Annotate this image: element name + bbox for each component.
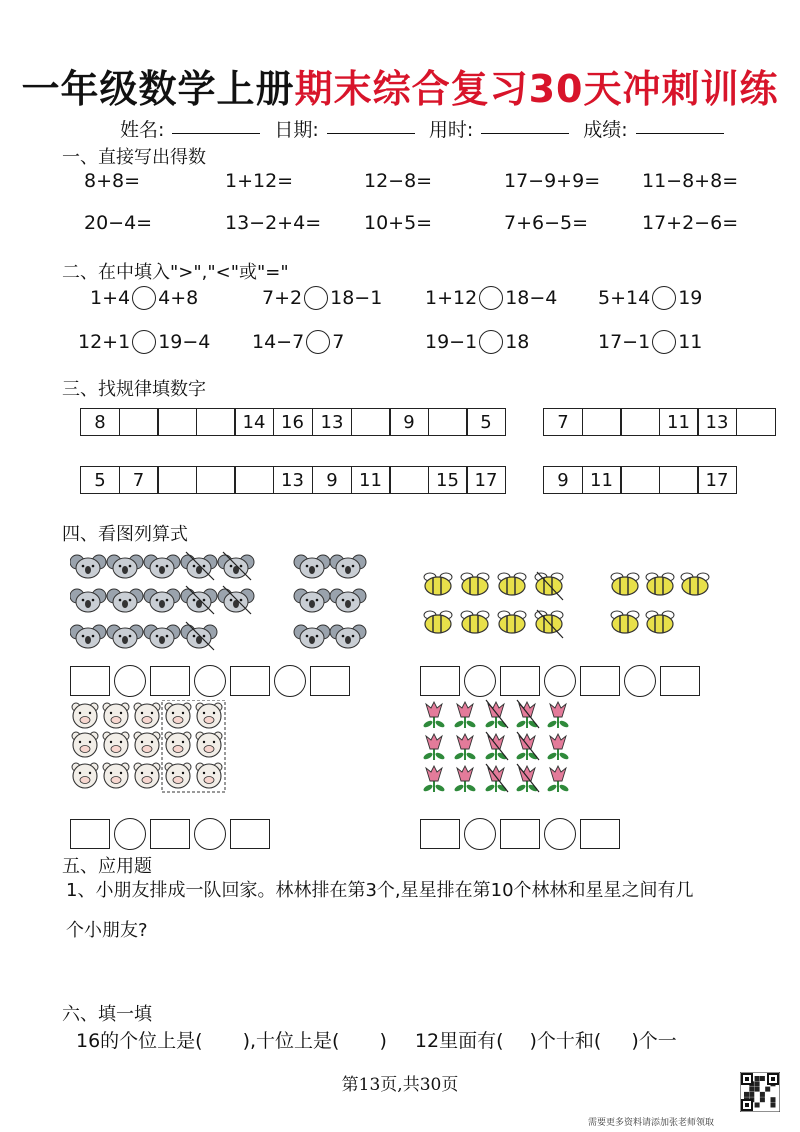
direct-eq: 17+2−6= <box>642 212 739 234</box>
sequence-cell: 17 <box>466 466 506 494</box>
sequence-cell: 11 <box>351 466 391 494</box>
bee-icon <box>424 611 452 633</box>
answer-box[interactable] <box>420 819 460 849</box>
koala-icon <box>294 625 330 648</box>
flower-icon <box>515 700 539 729</box>
fill-blank-line: 16的个位上是( ),十位上是( ) 12里面有( )个十和( )个一 <box>76 1030 677 1052</box>
flower-icon <box>484 764 508 793</box>
bee-icon <box>461 573 489 595</box>
compare-item: 12+1 19−4 <box>78 331 211 353</box>
name-label: 姓名: <box>120 119 165 141</box>
bee-icon <box>611 611 639 633</box>
koala-icon <box>181 586 217 614</box>
flower-icon <box>484 732 508 761</box>
page-number: 第13页,共30页 <box>341 1075 459 1095</box>
answer-box[interactable] <box>150 666 190 696</box>
bee-icon <box>535 610 563 638</box>
sequence-cell: 11 <box>659 408 699 436</box>
pig-icon <box>196 703 222 728</box>
answer-box[interactable] <box>420 666 460 696</box>
bee-icon <box>535 572 563 600</box>
pig-icon <box>72 732 98 757</box>
koala-icon <box>70 589 106 612</box>
operator-circle[interactable] <box>544 665 576 697</box>
sequence-cell[interactable] <box>620 466 660 494</box>
sequence-row <box>312 466 506 494</box>
section-6-heading: 六、填一填 <box>62 1004 152 1025</box>
operator-circle[interactable] <box>464 665 496 697</box>
bee-icon <box>611 573 639 595</box>
sequence-cell[interactable] <box>659 466 699 494</box>
page-title: 一年级数学上册期末综合复习30天冲刺训练 <box>21 67 779 111</box>
flower-icon <box>484 700 508 729</box>
compare-circle[interactable] <box>132 286 156 310</box>
pig-icon <box>165 703 191 728</box>
koala-icon <box>70 625 106 648</box>
flower-icon <box>453 734 476 761</box>
pig-icon <box>103 703 129 728</box>
pig-icon <box>103 732 129 757</box>
direct-eq: 13−2+4= <box>225 212 322 234</box>
sequence-cell: 7 <box>543 408 583 436</box>
koala-picture <box>70 548 370 658</box>
sequence-cell: 5 <box>80 466 120 494</box>
pig-icon <box>196 732 222 757</box>
sequence-cell[interactable] <box>196 408 236 436</box>
time-blank[interactable] <box>481 115 569 134</box>
pig-icon <box>134 703 160 728</box>
compare-item: 19−1 18 <box>425 331 530 353</box>
word-problem-line-2: 个小朋友? <box>66 920 148 941</box>
pig-icon <box>103 763 129 788</box>
direct-eq: 20−4= <box>84 212 153 234</box>
direct-eq: 1+12= <box>225 170 294 192</box>
section-3-heading: 三、找规律填数字 <box>62 379 206 400</box>
bee-icon <box>424 573 452 595</box>
pig-picture <box>70 700 230 795</box>
sequence-row <box>543 408 776 436</box>
direct-eq: 17−9+9= <box>504 170 601 192</box>
info-line <box>120 115 724 142</box>
sequence-cell: 7 <box>119 466 159 494</box>
compare-circle[interactable] <box>479 286 503 310</box>
operator-circle[interactable] <box>274 665 306 697</box>
compare-circle[interactable] <box>652 286 676 310</box>
sequence-row <box>80 408 313 436</box>
sequence-cell[interactable] <box>157 466 197 494</box>
sequence-cell: 13 <box>312 408 352 436</box>
bee-picture <box>420 566 730 646</box>
score-blank[interactable] <box>636 115 724 134</box>
sequence-cell[interactable] <box>428 408 468 436</box>
koala-icon <box>330 589 366 612</box>
pig-icon <box>165 763 191 788</box>
koala-icon <box>294 589 330 612</box>
answer-box[interactable] <box>500 819 540 849</box>
pig-icon <box>134 732 160 757</box>
name-blank[interactable] <box>172 115 260 134</box>
qr-note: 需要更多资料请添加张老师领取 <box>588 1118 715 1128</box>
koala-icon <box>144 555 180 578</box>
flower-icon <box>546 734 569 761</box>
sequence-cell[interactable] <box>389 466 429 494</box>
answer-box[interactable] <box>500 666 540 696</box>
direct-eq: 12−8= <box>364 170 433 192</box>
answer-box[interactable] <box>230 666 270 696</box>
answer-row-flower <box>420 818 620 850</box>
sequence-cell: 13 <box>697 408 737 436</box>
time-label: 用时: <box>428 119 474 141</box>
bee-icon <box>498 611 526 633</box>
answer-box[interactable] <box>310 666 350 696</box>
operator-circle[interactable] <box>624 665 656 697</box>
pig-icon <box>134 763 160 788</box>
bee-icon <box>461 611 489 633</box>
flower-icon <box>453 766 476 793</box>
score-label: 成绩: <box>583 119 628 141</box>
compare-circle[interactable] <box>652 330 676 354</box>
compare-item: 5+14 19 <box>598 287 703 309</box>
flower-icon <box>515 764 539 793</box>
sequence-cell[interactable] <box>196 466 236 494</box>
bee-icon <box>498 573 526 595</box>
flower-icon <box>515 732 539 761</box>
pig-icon <box>72 703 98 728</box>
sequence-cell[interactable] <box>119 408 159 436</box>
section-4-heading: 四、看图列算式 <box>62 524 188 545</box>
date-blank[interactable] <box>327 115 415 134</box>
section-1-heading: 一、直接写出得数 <box>62 147 206 168</box>
operator-circle[interactable] <box>194 665 226 697</box>
koala-icon <box>144 589 180 612</box>
sequence-cell: 14 <box>234 408 274 436</box>
sequence-cell[interactable] <box>582 408 622 436</box>
koala-icon <box>107 589 143 612</box>
pig-icon <box>72 763 98 788</box>
flower-icon <box>453 702 476 729</box>
operator-circle[interactable] <box>194 818 226 850</box>
pig-icon <box>196 763 222 788</box>
koala-icon <box>70 555 106 578</box>
koala-icon <box>330 555 366 578</box>
sequence-cell: 9 <box>543 466 583 494</box>
koala-icon <box>218 586 254 614</box>
sequence-cell: 16 <box>273 408 313 436</box>
flower-icon <box>422 734 445 761</box>
compare-circle[interactable] <box>132 330 156 354</box>
sequence-cell: 9 <box>312 466 352 494</box>
date-label: 日期: <box>274 119 319 141</box>
compare-circle[interactable] <box>304 286 328 310</box>
sequence-row <box>312 408 506 436</box>
sequence-cell[interactable] <box>234 466 274 494</box>
flower-icon <box>546 766 569 793</box>
compare-circle[interactable] <box>306 330 330 354</box>
compare-item: 7+2 18−1 <box>262 287 383 309</box>
sequence-cell[interactable] <box>157 408 197 436</box>
sequence-cell: 17 <box>697 466 737 494</box>
answer-box[interactable] <box>580 666 620 696</box>
answer-box[interactable] <box>580 819 620 849</box>
sequence-cell: 15 <box>428 466 468 494</box>
sequence-cell[interactable] <box>351 408 391 436</box>
koala-icon <box>181 622 217 650</box>
sequence-cell[interactable] <box>736 408 776 436</box>
sequence-row <box>543 466 737 494</box>
bee-icon <box>646 611 674 633</box>
qr-code-icon <box>740 1072 780 1112</box>
section-5-heading: 五、应用题 <box>62 856 152 877</box>
compare-item: 14−7 7 <box>252 331 345 353</box>
sequence-cell: 13 <box>273 466 313 494</box>
direct-eq: 11−8+8= <box>642 170 739 192</box>
answer-box[interactable] <box>230 819 270 849</box>
section-2-heading: 二、在中填入">","<"或"=" <box>62 262 289 283</box>
koala-icon <box>330 625 366 648</box>
koala-icon <box>144 625 180 648</box>
answer-row-pig <box>70 818 270 850</box>
answer-row-koala <box>70 665 350 697</box>
compare-item: 1+12 18−4 <box>425 287 558 309</box>
bee-icon <box>681 573 709 595</box>
answer-box[interactable] <box>150 819 190 849</box>
compare-circle[interactable] <box>479 330 503 354</box>
koala-icon <box>107 555 143 578</box>
direct-eq: 8+8= <box>84 170 141 192</box>
koala-icon <box>218 552 254 580</box>
operator-circle[interactable] <box>114 818 146 850</box>
word-problem-line-1: 1、小朋友排成一队回家。林林排在第3个,星星排在第10个林林和星星之间有几 <box>66 880 694 901</box>
compare-item: 1+4 4+8 <box>90 287 199 309</box>
direct-eq: 7+6−5= <box>504 212 589 234</box>
flower-icon <box>546 702 569 729</box>
flower-picture <box>418 698 588 794</box>
direct-eq: 10+5= <box>364 212 433 234</box>
sequence-cell[interactable] <box>620 408 660 436</box>
pig-icon <box>165 732 191 757</box>
flower-icon <box>422 702 445 729</box>
sequence-row <box>80 466 313 494</box>
operator-circle[interactable] <box>114 665 146 697</box>
operator-circle[interactable] <box>544 818 576 850</box>
answer-box[interactable] <box>70 666 110 696</box>
sequence-cell: 9 <box>389 408 429 436</box>
answer-box[interactable] <box>660 666 700 696</box>
sequence-cell: 8 <box>80 408 120 436</box>
bee-icon <box>646 573 674 595</box>
compare-item: 17−1 11 <box>598 331 703 353</box>
answer-box[interactable] <box>70 819 110 849</box>
sequence-cell: 5 <box>466 408 506 436</box>
koala-icon <box>294 555 330 578</box>
answer-row-bee <box>420 665 700 697</box>
sequence-cell: 11 <box>582 466 622 494</box>
koala-icon <box>107 625 143 648</box>
koala-icon <box>181 552 217 580</box>
operator-circle[interactable] <box>464 818 496 850</box>
flower-icon <box>422 766 445 793</box>
